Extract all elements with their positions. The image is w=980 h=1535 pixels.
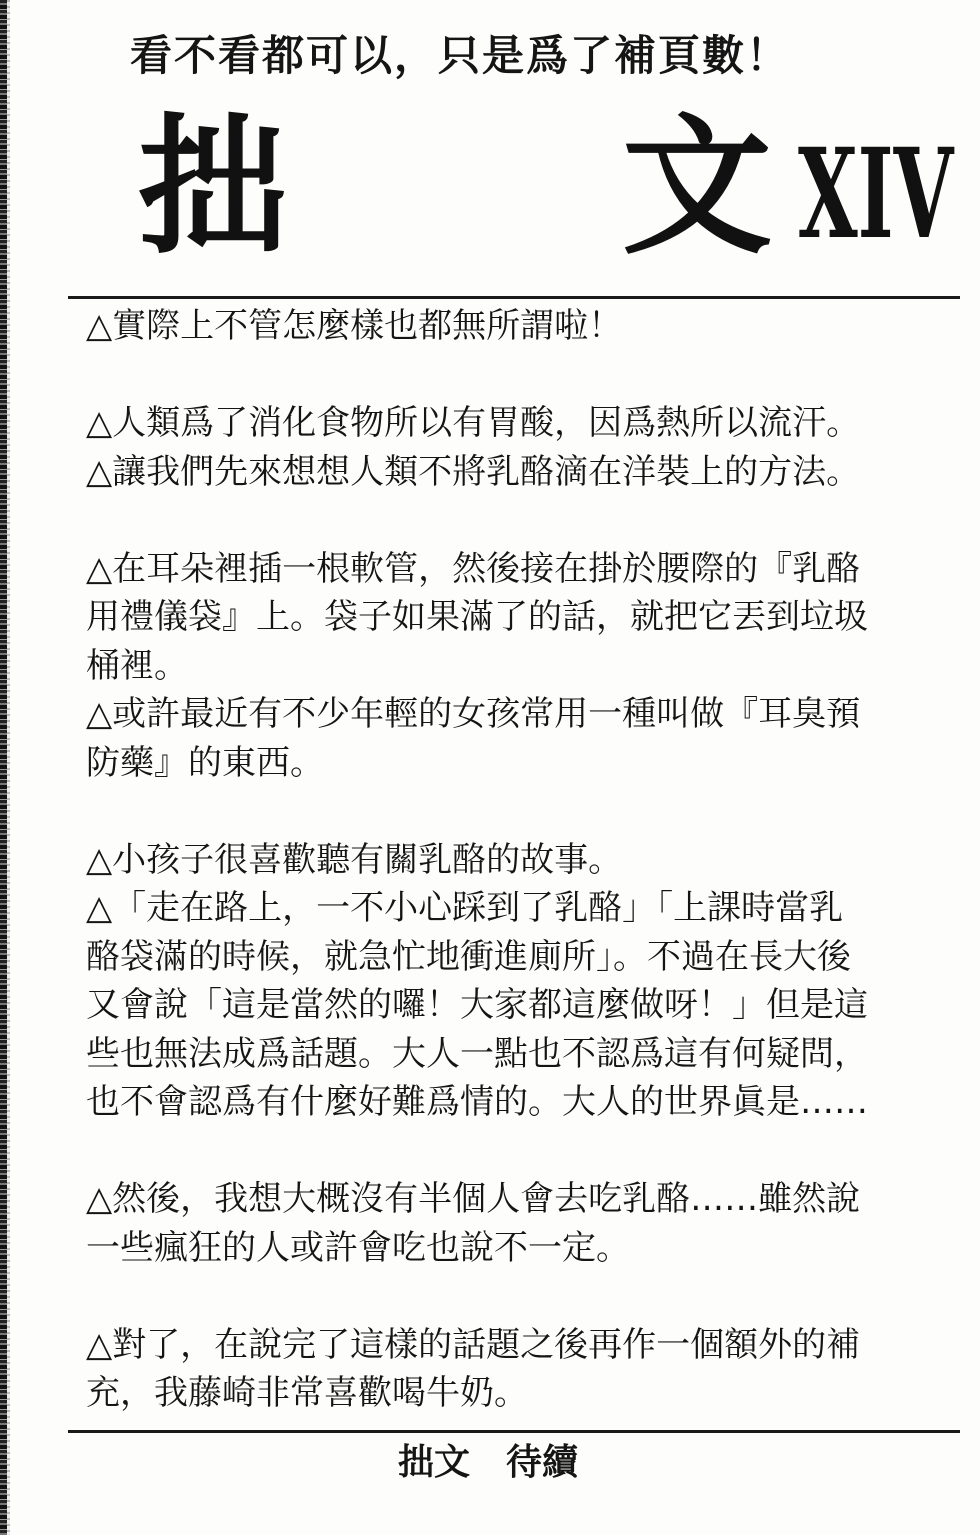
- paragraph: △對了，在說完了這樣的話題之後再作一個額外的補 充，我藤崎非常喜歡喝牛奶。: [86, 1324, 861, 1413]
- bottom-divider: [68, 1430, 960, 1433]
- binding-edge: [0, 0, 7, 1535]
- body-text: [86, 302, 936, 1418]
- subtitle: 看不看都可以，只是爲了補頁數！: [130, 31, 791, 80]
- paragraph-gap: [86, 496, 936, 545]
- title-right-char: 文: [622, 101, 773, 275]
- paragraph-gap: [86, 351, 936, 400]
- paragraph: △「走在路上，一不小心踩到了乳酪」「上課時當乳 酪袋滿的時候，就急忙地衝進廁所」。不過在長大後 又會說「這是當然的囉！大家都這麼做呀！」但是這 些也無法成爲話題。大人一點也不認爲這有何疑問， 也不會認爲有什麼好難爲情的。大人的世界眞是……: [86, 888, 868, 1122]
- paragraph: △然後，我想大概沒有半個人會去吃乳酪……雖然說 一些瘋狂的人或許會吃也說不一定。: [86, 1179, 861, 1268]
- top-divider: [68, 296, 960, 299]
- paragraph: △人類爲了消化食物所以有胃酸，因爲熱所以流汗。: [86, 403, 861, 443]
- paragraph: △實際上不管怎麼樣也都無所謂啦！: [86, 306, 623, 346]
- paragraph: △讓我們先來想想人類不將乳酪滴在洋裝上的方法。: [86, 451, 861, 492]
- paragraph: △在耳朵裡插一根軟管，然後接在掛於腰際的『乳酪 用禮儀袋』上。袋子如果滿了的話，就把它丟到垃圾 桶裡。: [86, 548, 868, 686]
- title-numeral: XIV: [798, 122, 954, 267]
- footer-continued: 拙文 待續: [398, 1442, 579, 1483]
- title-left-char: 拙: [138, 101, 289, 275]
- paragraph-gap: [86, 1272, 936, 1321]
- binding-edge-shadow: [7, 0, 10, 1535]
- paragraph: △或許最近有不少年輕的女孩常用一種叫做『耳臭預 防藥』的東西。: [86, 694, 861, 783]
- paragraph: △小孩子很喜歡聽有關乳酪的故事。: [86, 839, 623, 880]
- paragraph-gap: [86, 787, 936, 836]
- paragraph-gap: [86, 1127, 936, 1176]
